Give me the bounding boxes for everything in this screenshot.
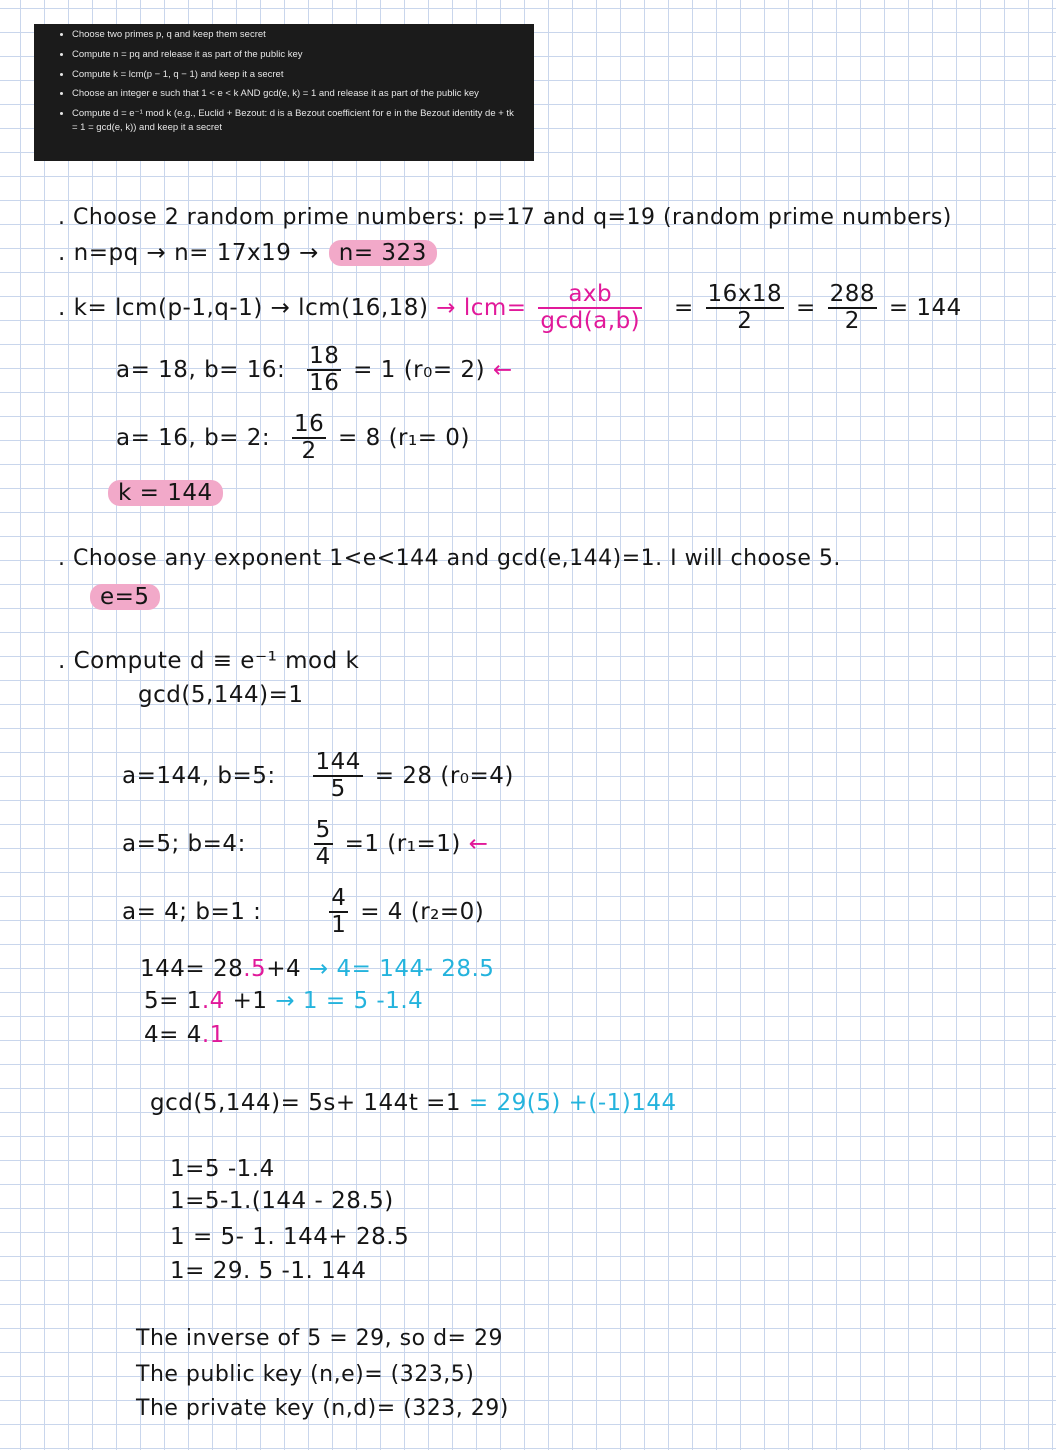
euclid2-step-3-result: = 4 (r₂=0) xyxy=(360,898,485,925)
division-eq-1 xyxy=(140,956,494,982)
euclid2-step-2-num: 5 xyxy=(314,818,333,845)
division-eq-3-base: 4= 4 xyxy=(144,1022,202,1048)
back-sub-1: 1=5 -1.4 xyxy=(170,1156,275,1182)
n-line-text: . n=pq → n= 17x19 → xyxy=(58,240,327,266)
bezout-line xyxy=(150,1090,677,1116)
conclusion-public-key: The public key (n,e)= (323,5) xyxy=(136,1362,475,1387)
euclid2-step-2 xyxy=(122,818,488,871)
euclid-step-2-result: = 8 (r₁= 0) xyxy=(338,424,470,451)
division-eq-2 xyxy=(144,988,423,1014)
division-eq-2-rem: +1 xyxy=(232,988,268,1014)
e-value-line xyxy=(88,584,160,610)
bezout-identity: gcd(5,144)= 5s+ 144t =1 xyxy=(150,1090,462,1116)
back-sub-2: 1=5-1.(144 - 28.5) xyxy=(170,1188,394,1214)
fraction-288 xyxy=(828,282,877,335)
exponent-line: . Choose any exponent 1<e<144 and gcd(e,144)=1. I will choose 5. xyxy=(58,546,841,571)
division-eq-1-quotient: .5 xyxy=(243,956,267,982)
eq-result-144: = 144 xyxy=(888,294,962,321)
rsa-step-4: • Choose an integer e such that 1 < e < k AND gcd(e, k) = 1 and release it as part of the public key xyxy=(72,87,518,101)
fraction-288-den: 2 xyxy=(844,308,860,335)
euclid2-step-2-den: 4 xyxy=(315,844,331,871)
euclid-step-2 xyxy=(116,412,470,465)
fraction-288-num: 288 xyxy=(828,282,877,309)
euclid-step-2-label: a= 16, b= 2: xyxy=(116,424,271,451)
euclid-step-2-num: 16 xyxy=(292,412,326,439)
lcm-numerator: axb xyxy=(538,282,642,309)
euclid-step-1-fraction xyxy=(307,344,341,397)
division-eq-2-rewrite: → 1 = 5 -1.4 xyxy=(275,988,424,1014)
euclid-step-1-num: 18 xyxy=(307,344,341,371)
back-sub-4: 1= 29. 5 -1. 144 xyxy=(170,1258,367,1284)
division-eq-2-quotient: .4 xyxy=(201,988,225,1014)
division-eq-3 xyxy=(144,1022,225,1048)
lcm-formula xyxy=(538,282,642,335)
fraction-16x18 xyxy=(706,282,785,335)
euclid2-step-2-label: a=5; b=4: xyxy=(122,830,246,857)
euclid-step-1-den: 16 xyxy=(309,370,340,397)
rsa-step-2: • Compute n = pq and release it as part of the public key xyxy=(72,48,518,62)
lcm-denominator: gcd(a,b) xyxy=(540,308,641,335)
euclid2-step-3-den: 1 xyxy=(331,912,347,939)
n-line xyxy=(58,240,437,266)
n-value-highlight: n= 323 xyxy=(329,240,437,266)
euclid2-step-3-num: 4 xyxy=(329,886,348,913)
rsa-step-5: • Compute d = e⁻¹ mod k (e.g., Euclid + Bezout: d is a Bezout coefficient for e in the Bezout identity de + tk = 1 = gcd(e, k)) and keep it a secret xyxy=(72,107,518,135)
division-eq-1-rem: +4 xyxy=(266,956,302,982)
rsa-instructions-box xyxy=(34,24,534,161)
conclusion-inverse: The inverse of 5 = 29, so d= 29 xyxy=(136,1326,503,1351)
euclid2-step-1-den: 5 xyxy=(330,776,346,803)
division-eq-1-rewrite: → 4= 144- 28.5 xyxy=(308,956,495,982)
bezout-solution: = 29(5) +(-1)144 xyxy=(468,1090,677,1116)
conclusion-private-key: The private key (n,d)= (323, 29) xyxy=(136,1396,509,1421)
euclid2-step-1 xyxy=(122,750,514,803)
euclid2-step-2-result: =1 (r₁=1) xyxy=(344,830,461,857)
euclid2-step-3-fraction xyxy=(329,886,348,939)
k-line-text: . k= lcm(p-1,q-1) → lcm(16,18) xyxy=(58,294,429,321)
euclid2-step-2-fraction xyxy=(314,818,333,871)
rsa-step-1: • Choose two primes p, q and keep them secret xyxy=(72,28,518,42)
rsa-steps-list xyxy=(58,28,518,135)
e-value-highlight: e=5 xyxy=(90,584,160,610)
primes-line: . Choose 2 random prime numbers: p=17 and q=19 (random prime numbers) xyxy=(58,205,952,230)
euclid2-step-1-num: 144 xyxy=(313,750,362,777)
division-eq-2-base: 5= 1 xyxy=(144,988,202,1014)
fraction-16x18-den: 2 xyxy=(737,308,753,335)
division-eq-1-base: 144= 28 xyxy=(140,956,244,982)
euclid-step-1-arrow: ← xyxy=(492,356,513,383)
euclid-step-2-den: 2 xyxy=(301,438,317,465)
euclid-step-1-result: = 1 (r₀= 2) xyxy=(353,356,486,383)
euclid2-step-1-result: = 28 (r₀=4) xyxy=(374,762,514,789)
euclid-step-1 xyxy=(116,344,513,397)
euclid2-step-2-arrow: ← xyxy=(468,830,489,857)
back-sub-3: 1 = 5- 1. 144+ 28.5 xyxy=(170,1224,410,1250)
lcm-arrow: → lcm= xyxy=(436,294,527,321)
fraction-16x18-num: 16x18 xyxy=(706,282,785,309)
euclid2-step-3 xyxy=(122,886,484,939)
eq-sign-1: = xyxy=(673,294,694,321)
euclid2-step-1-label: a=144, b=5: xyxy=(122,762,276,789)
euclid-step-1-label: a= 18, b= 16: xyxy=(116,356,286,383)
eq-sign-2: = xyxy=(796,294,816,321)
euclid2-step-3-label: a= 4; b=1 : xyxy=(122,898,262,925)
rsa-step-3: • Compute k = lcm(p − 1, q − 1) and keep it a secret xyxy=(72,68,518,82)
euclid-step-2-fraction xyxy=(292,412,326,465)
division-eq-3-quotient: .1 xyxy=(201,1022,225,1048)
gcd-line: gcd(5,144)=1 xyxy=(138,682,304,708)
k-line xyxy=(58,282,962,335)
compute-d-line: . Compute d ≡ e⁻¹ mod k xyxy=(58,648,360,674)
k-value-highlight: k = 144 xyxy=(108,480,223,506)
k-value-line xyxy=(106,480,223,506)
euclid2-step-1-fraction xyxy=(313,750,362,803)
